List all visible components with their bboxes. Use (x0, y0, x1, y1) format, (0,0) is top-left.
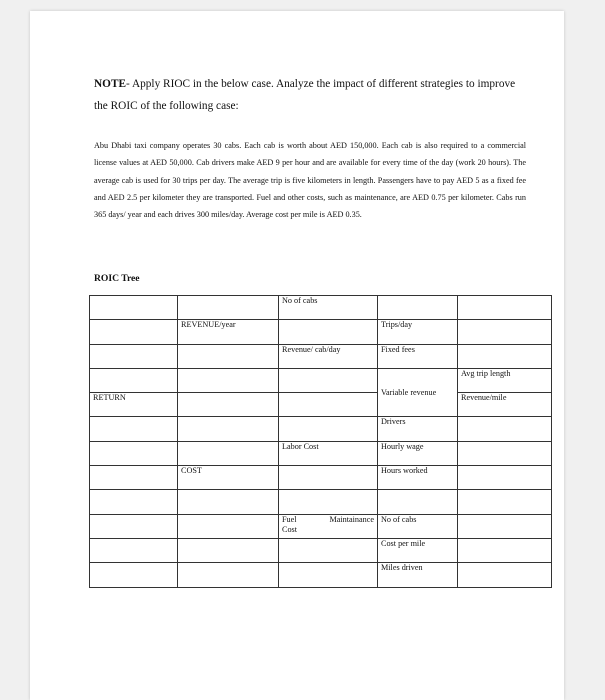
note-label: NOTE (94, 78, 127, 90)
table-row (90, 538, 552, 562)
cell-fuel-maintainance (279, 514, 378, 538)
cell-return: RETURN (90, 393, 178, 417)
cell-hourly-wage: Hourly wage (378, 441, 458, 465)
cell-cost: COST (178, 466, 279, 490)
cell-revenue-cab-day: Revenue/ cab/day (279, 344, 378, 368)
table-row (90, 490, 552, 514)
roic-tree-table (89, 295, 552, 588)
cell-revenue-mile: Revenue/mile (458, 393, 552, 417)
cell-no-of-cabs: No of cabs (279, 296, 378, 320)
table-row (90, 368, 552, 392)
table-row (90, 466, 552, 490)
cell-no-of-cabs-2: No of cabs (378, 514, 458, 538)
table-row (90, 393, 552, 417)
cell-revenue-year: REVENUE/year (178, 320, 279, 344)
cell-cost-per-mile: Cost per mile (378, 538, 458, 562)
table-row (90, 320, 552, 344)
cell-labor-cost: Labor Cost (279, 441, 378, 465)
note-text: - Apply RIOC in the below case. Analyze the impact of different strategies to improve the ROIC of the following case: (94, 78, 516, 112)
cell-miles-driven: Miles driven (378, 563, 458, 587)
cell-avg-trip-length: Avg trip length (458, 368, 552, 392)
table-row (90, 514, 552, 538)
document-page (30, 11, 564, 700)
note-paragraph (94, 73, 524, 117)
cell-maintainance: Maintainance (329, 514, 374, 524)
cell-hours-worked: Hours worked (378, 466, 458, 490)
cell-variable-revenue: Variable revenue (378, 368, 458, 417)
table-row (90, 344, 552, 368)
cell-drivers: Drivers (378, 417, 458, 441)
roic-tree-title: ROIC Tree (94, 273, 140, 284)
table-row (90, 563, 552, 587)
table-row (90, 417, 552, 441)
table-row (90, 296, 552, 320)
table-row (90, 441, 552, 465)
cell-fixed-fees: Fixed fees (378, 344, 458, 368)
case-description: Abu Dhabi taxi company operates 30 cabs. Each cab is worth about AED 150,000. Each cab is also required to a commercial license values at AED 50,000. Cab drivers make AED 9 per hour and are available for every time of the day (work 20 hours). The average cab is used for 30 trips per day. The average trip is five kilometers in length. Passengers have to pay AED 5 as a fixed fee and AED 2.5 per kilometer they are transported. Fuel and other costs, such as maintenance, are AED 0.75 per kilometer. Cabs run 365 days/ year and each drives 300 miles/day. Average cost per mile is AED 0.35. (94, 141, 526, 220)
cell-trips-day: Trips/day (378, 320, 458, 344)
cell-fuel-cost: Fuel Cost (282, 514, 298, 534)
